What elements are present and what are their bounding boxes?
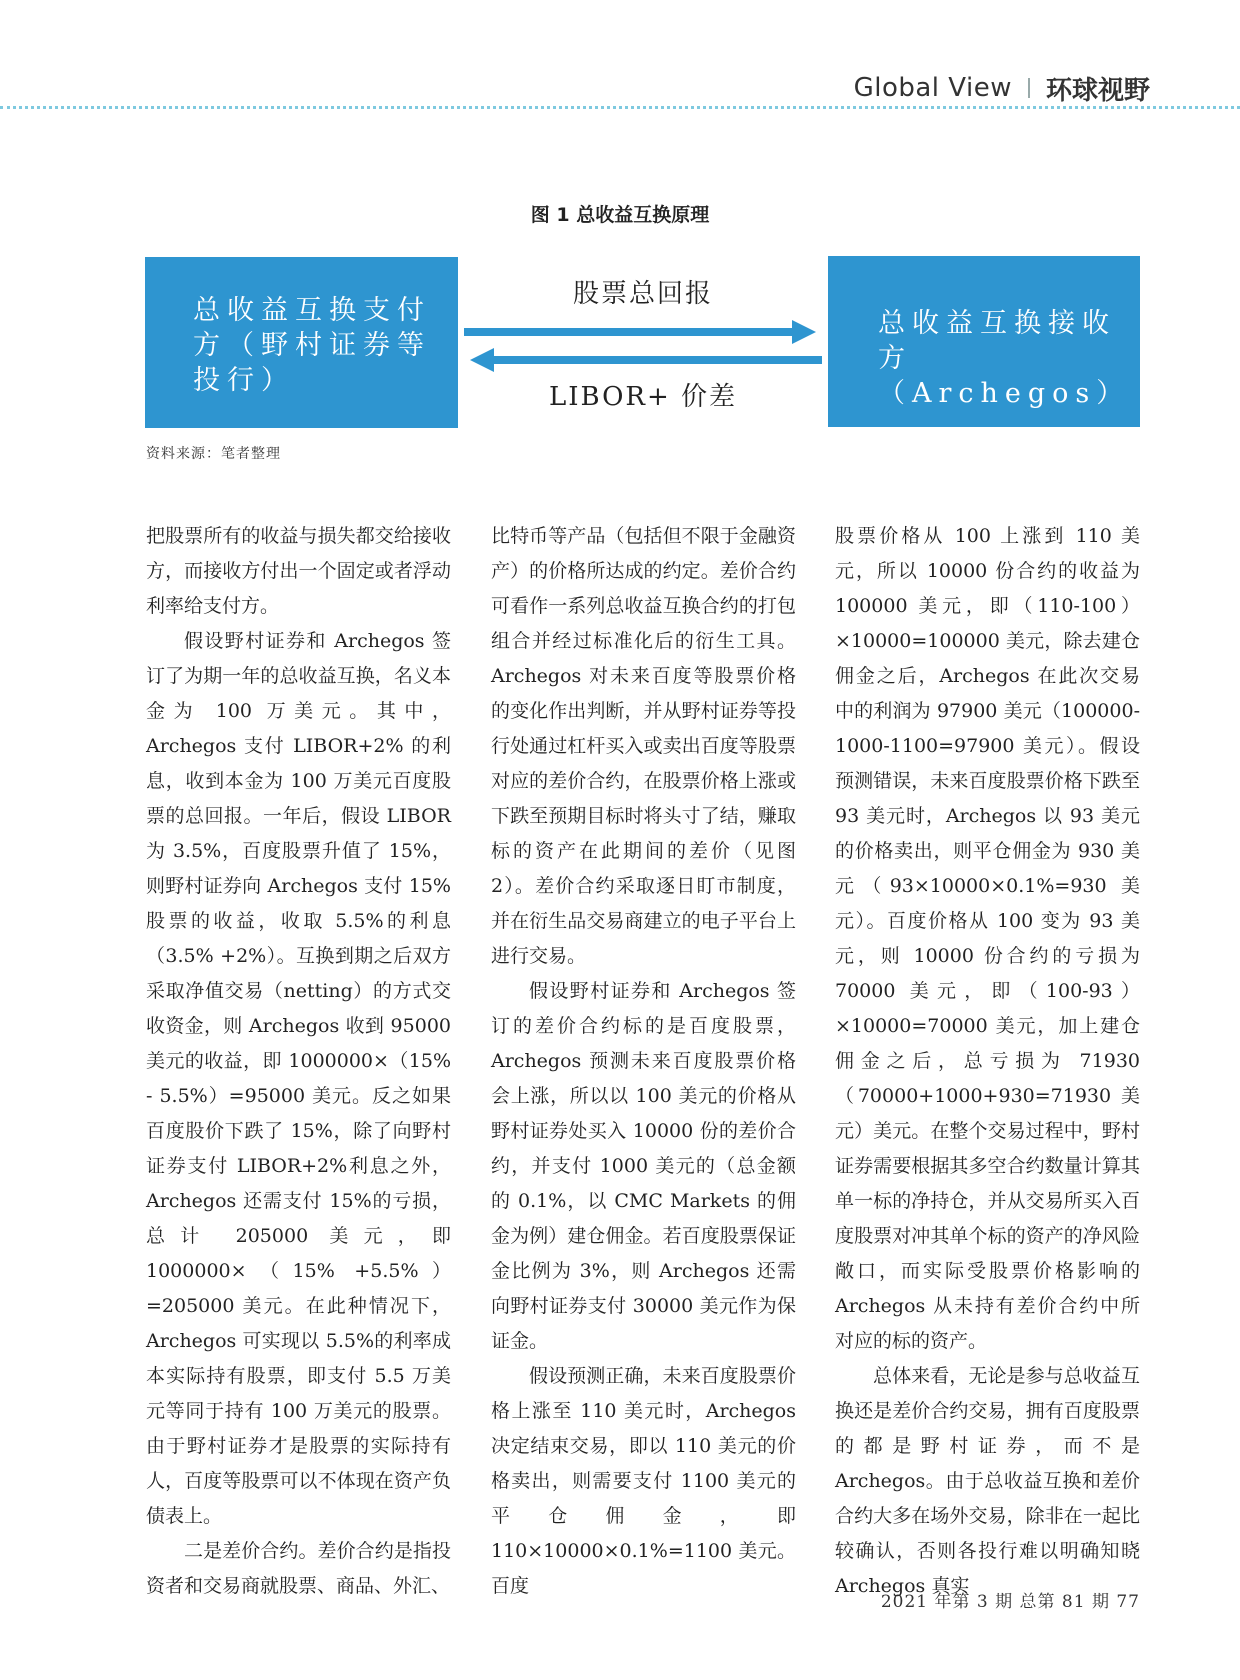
- header-dotted-rule: [0, 106, 1240, 109]
- text-column-1: [146, 519, 451, 1604]
- paragraph: 比特币等产品（包括但不限于金融资产）的价格所达成的约定。差价合约可看作一系列总收益互换合约的打包组合并经过标准化后的衍生工具。Archegos 对未来百度等股票价格的变化作出判断，并从野村证券等投行处通过杠杆买入或卖出百度等股票对应的差价合约，在股票价格上涨或下跌至预期目标时将头寸了结，赚取标的资产在此期间的差价（见图 2）。差价合约采取逐日盯市制度，并在衍生品交易商建立的电子平台上进行交易。: [491, 525, 796, 967]
- figure-source: 资料来源：笔者整理: [146, 446, 281, 462]
- bottom-arrow-label: LIBOR+ 价差: [548, 382, 738, 412]
- exchange-arrows: [458, 310, 828, 374]
- paragraph: 股票价格从 100 上涨到 110 美元，所以 10000 份合约的收益为 100000 美元，即（110-100）×10000=100000 美元，除去建仓佣金之后，Archegos 在此次交易中的利润为 97900 美元（100000-1000-1100=97900 美元）。假设预测错误，未来百度股票价格下跌至 93 美元时，Archegos 以 93 美元的价格卖出，则平仓佣金为 930 美元（93×10000×0.1%=930 美元）。百度价格从 100 变为 93 美元，则 10000 份合约的亏损为 70000 美元，即（100-93）×10000=70000 美元，加上建仓佣金之后，总亏损为 71930（70000+1000+930=71930 美元）美元。在整个交易过程中，野村证券需要根据其多空合约数量计算其单一标的净持仓，并从交易所买入百度股票对冲其单个标的资产的净风险敞口，而实际受股票价格影响的 Archegos 从未持有差价合约中所对应的标的资产。: [835, 525, 1140, 1352]
- paragraph: 假设预测正确，未来百度股票价格上涨至 110 美元时，Archegos 决定结束交易，即以 110 美元的价格卖出，则需要支付 1100 美元的平仓佣金，即 110×10000×0.1%=1100 美元。百度: [491, 1365, 796, 1597]
- header-separator: [1028, 78, 1030, 98]
- page-header: [854, 66, 1150, 110]
- paragraph: 假设野村证券和 Archegos 签订的差价合约标的是百度股票，Archegos 预测未来百度股票价格会上涨，所以以 100 美元的价格从野村证券处买入 10000 份的差价合约，并支付 1000 美元的（总金额的 0.1%，以 CMC Markets 的佣金为例）建仓佣金。若百度股票保证金比例为 3%，则 Archegos 还需向野村证券支付 30000 美元作为保证金。: [491, 980, 796, 1352]
- paragraph: 假设野村证券和 Archegos 签订了为期一年的总收益互换，名义本金为 100 万美元。其中，Archegos 支付 LIBOR+2% 的利息，收到本金为 100 万美元百度股票的总回报。一年后，假设 LIBOR 为 3.5%，百度股票升值了 15%，则野村证券向 Archegos 支付 15%股票的收益，收取 5.5%的利息（3.5% +2%）。互换到期之后双方采取净值交易（netting）的方式交收资金，则 Archegos 收到 95000 美元的收益，即 1000000×（15% - 5.5%）=95000 美元。反之如果百度股价下跌了 15%，除了向野村证券支付 LIBOR+2%利息之外，Archegos 还需支付 15%的亏损，总计 205000 美元，即 1000000×（15% +5.5%）=205000 美元。在此种情况下，Archegos 可实现以 5.5%的利率成本实际持有股票，即支付 5.5 万美元等同于持有 100 万美元的股票。由于野村证券才是股票的实际持有人，百度等股票可以不体现在资产负债表上。: [146, 630, 451, 1527]
- page-footer: 2021 年第 3 期 总第 81 期 77: [880, 1592, 1140, 1612]
- paragraph: 总体来看，无论是参与总收益互换还是差价合约交易，拥有百度股票的都是野村证券，而不是 Archegos。由于总收益互换和差价合约大多在场外交易，除非在一起比较确认，否则各投行难以明确知晓 Archegos 真实: [835, 1365, 1140, 1597]
- payer-box: 总收益互换支付方（野村证券等投行）: [145, 257, 458, 428]
- figure-title: 图 1 总收益互换原理: [530, 204, 710, 226]
- top-arrow-label: 股票总回报: [572, 279, 713, 309]
- receiver-box: 总收益互换接收方（Archegos）: [828, 256, 1140, 427]
- right-arrow: [464, 320, 816, 344]
- paragraph: 把股票所有的收益与损失都交给接收方，而接收方付出一个固定或者浮动利率给支付方。: [146, 525, 451, 617]
- section-title-en: Global View: [853, 73, 1012, 103]
- text-column-3: [835, 519, 1140, 1604]
- section-title-cn: 环球视野: [1045, 75, 1150, 106]
- paragraph: 二是差价合约。差价合约是指投资者和交易商就股票、商品、外汇、: [146, 1540, 451, 1597]
- text-column-2: [491, 519, 796, 1604]
- left-arrow: [470, 348, 822, 372]
